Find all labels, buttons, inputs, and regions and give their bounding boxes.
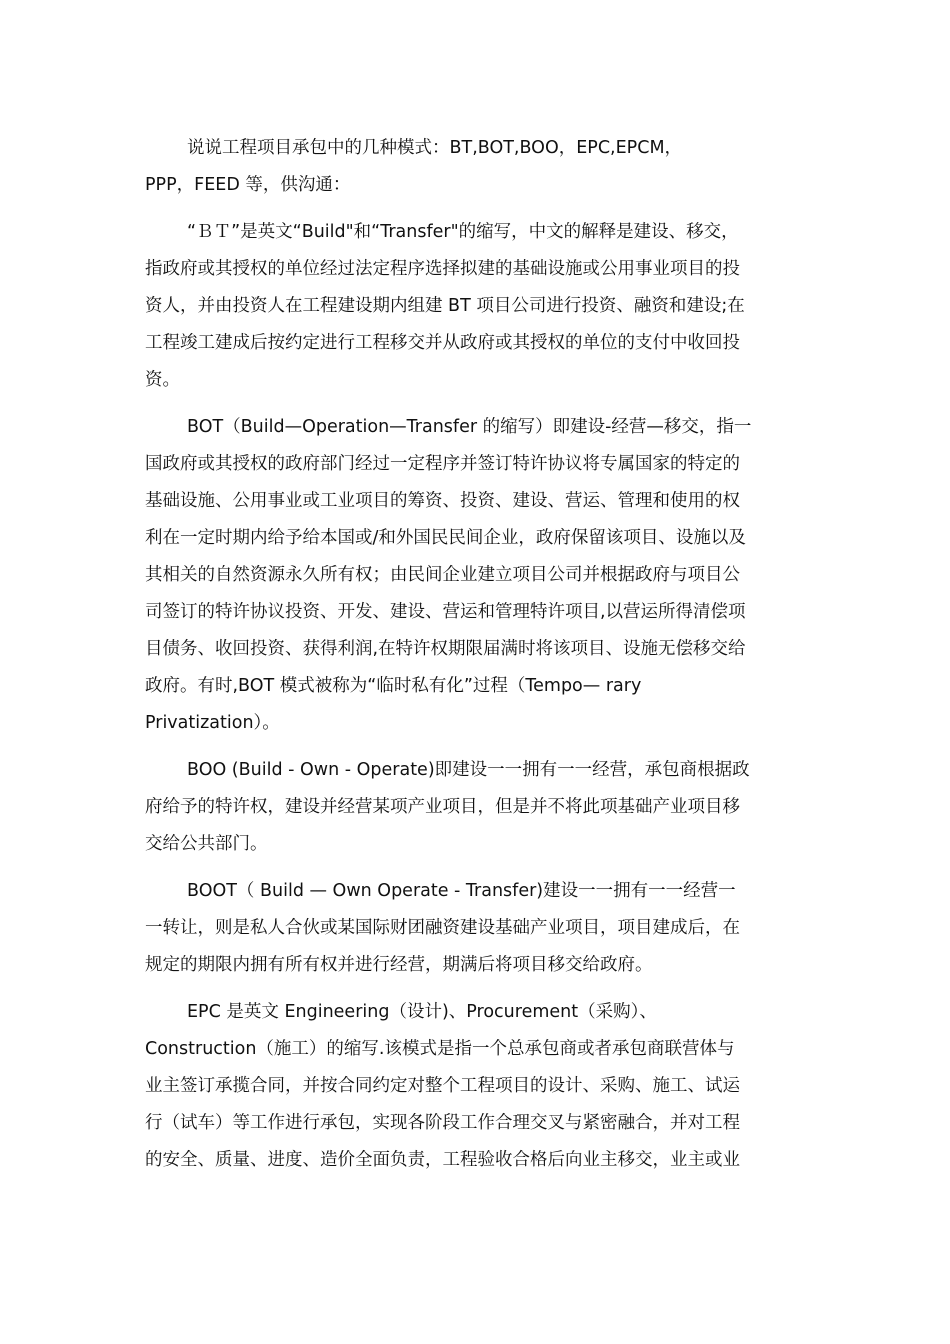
- text-line: 资。: [145, 370, 180, 390]
- text-line: 的安全、质量、进度、造价全面负责，工程验收合格后向业主移交，业主或业: [145, 1150, 740, 1170]
- paragraph-boot: [145, 873, 810, 984]
- text-line: 基础设施、公用事业或工业项目的筹资、投资、建设、营运、管理和使用的权: [145, 491, 740, 511]
- text-line: “ＢＴ”是英文“Build"和“Transfer"的缩写，中文的解释是建设、移交，: [187, 222, 739, 242]
- text-line: 国政府或其授权的政府部门经过一定程序并签订特许协议将专属国家的特定的: [145, 454, 740, 474]
- paragraph-boo: [145, 752, 810, 863]
- text-line: 业主签订承揽合同，并按合同约定对整个工程项目的设计、采购、施工、试运: [145, 1076, 740, 1096]
- document-page: [145, 130, 810, 1189]
- text-line: 指政府或其授权的单位经过法定程序选择拟建的基础设施或公用事业项目的投: [145, 259, 740, 279]
- text-line: 工程竣工建成后按约定进行工程移交并从政府或其授权的单位的支付中收回投: [145, 333, 740, 353]
- text-line: 说说工程项目承包中的几种模式：BT,BOT,BOO，EPC,EPCM，: [187, 138, 683, 158]
- paragraph-intro: [145, 130, 810, 204]
- text-line: Construction（施工）的缩写.该模式是指一个总承包商或者承包商联营体与: [145, 1039, 735, 1059]
- text-line: 司签订的特许协议投资、开发、建设、营运和管理特许项目,以营运所得清偿项: [145, 602, 746, 622]
- text-line: 利在一定时期内给予给本国或/和外国民民间企业，政府保留该项目、设施以及: [145, 528, 746, 548]
- text-line: EPC 是英文 Engineering（设计)、Procurement（采购）、: [187, 1002, 657, 1022]
- text-line: 交给公共部门。: [145, 834, 268, 854]
- text-line: 一转让，则是私人合伙或某国际财团融资建设基础产业项目，项目建成后，在: [145, 918, 740, 938]
- text-line: BOOT（ Build — Own Operate - Transfer)建设一一拥有一一经营一: [187, 881, 736, 901]
- text-line: BOO (Build - Own - Operate)即建设一一拥有一一经营，承包商根据政: [187, 760, 750, 780]
- paragraph-bot: [145, 409, 810, 742]
- text-line: 规定的期限内拥有所有权并进行经营，期满后将项目移交给政府。: [145, 955, 653, 975]
- text-line: 资人，并由投资人在工程建设期内组建 BT 项目公司进行投资、融资和建设;在: [145, 296, 745, 316]
- paragraph-epc: [145, 994, 810, 1179]
- text-line: PPP，FEED 等，供沟通：: [145, 175, 351, 195]
- text-line: 其相关的自然资源永久所有权；由民间企业建立项目公司并根据政府与项目公: [145, 565, 740, 585]
- paragraph-bt: [145, 214, 810, 399]
- text-line: Privatization）。: [145, 713, 280, 733]
- text-line: 目债务、收回投资、获得利润,在特许权期限届满时将该项目、设施无偿移交给: [145, 639, 746, 659]
- text-line: 行（试车）等工作进行承包，实现各阶段工作合理交叉与紧密融合，并对工程: [145, 1113, 740, 1133]
- text-line: 政府。有时,BOT 模式被称为“临时私有化”过程（Tempo— rary: [145, 676, 642, 696]
- text-line: BOT（Build—Operation—Transfer 的缩写）即建设-经营—移交，指一: [187, 417, 752, 437]
- text-line: 府给予的特许权，建设并经营某项产业项目，但是并不将此项基础产业项目移: [145, 797, 740, 817]
